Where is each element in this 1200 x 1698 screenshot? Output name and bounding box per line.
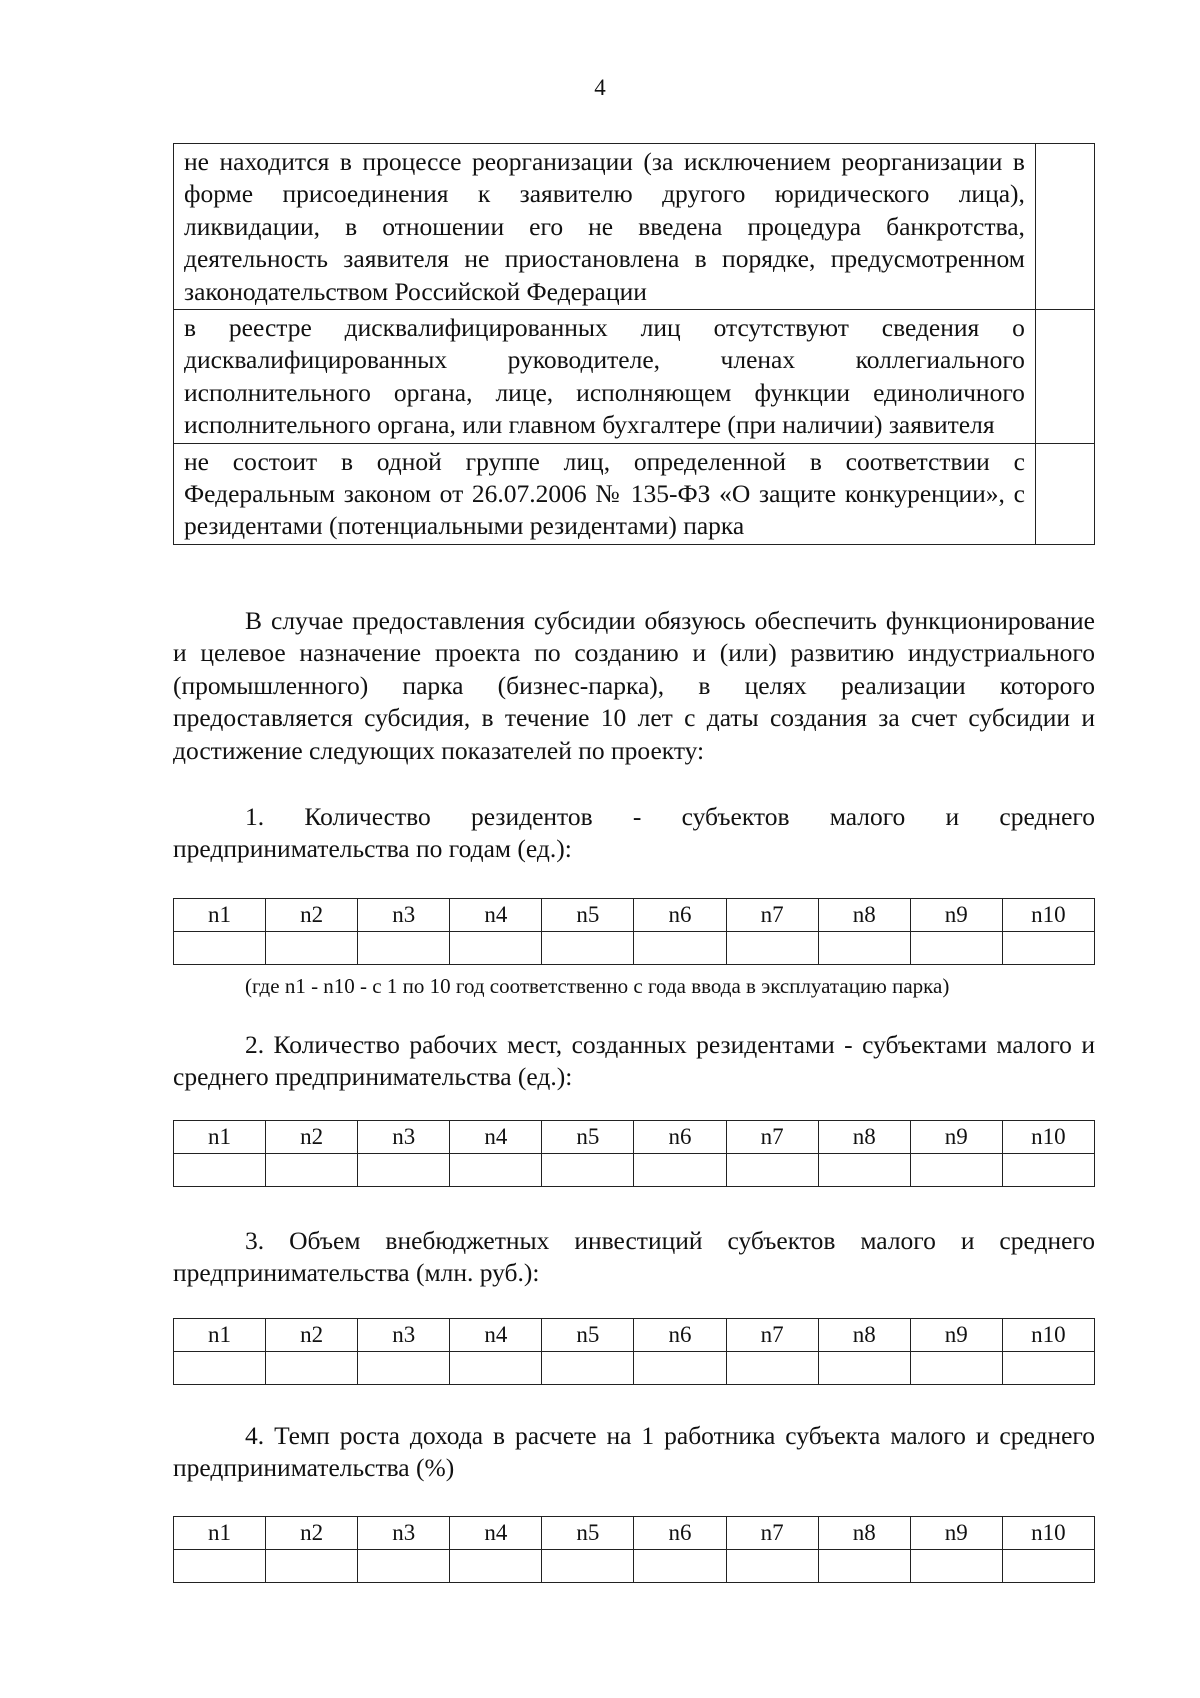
year-value-cell[interactable] — [818, 1550, 910, 1583]
year-column-n2: n2 — [266, 1319, 358, 1352]
year-column-n6: n6 — [634, 1319, 726, 1352]
year-header-row — [174, 1319, 1095, 1352]
condition-row — [174, 443, 1095, 544]
year-value-cell[interactable] — [266, 932, 358, 965]
year-column-n10: n10 — [1002, 899, 1094, 932]
year-value-cell[interactable] — [542, 1550, 634, 1583]
indicator-table-2 — [173, 1120, 1095, 1187]
year-column-n7: n7 — [726, 1517, 818, 1550]
year-value-cell[interactable] — [358, 1154, 450, 1187]
year-value-cell[interactable] — [634, 1550, 726, 1583]
year-value-cell[interactable] — [818, 1352, 910, 1385]
year-column-n2: n2 — [266, 1517, 358, 1550]
indicator-table-4 — [173, 1516, 1095, 1583]
year-value-cell[interactable] — [1002, 932, 1094, 965]
year-column-n10: n10 — [1002, 1319, 1094, 1352]
year-column-n4: n4 — [450, 899, 542, 932]
year-value-cell[interactable] — [450, 1352, 542, 1385]
indicator-title-2: 2. Количество рабочих мест, созданных резидентами - субъектами малого и среднего предпринимательства (ед.): — [173, 1030, 1095, 1092]
year-value-cell[interactable] — [358, 1550, 450, 1583]
condition-row — [174, 144, 1095, 310]
year-value-cell[interactable] — [266, 1154, 358, 1187]
year-header-row — [174, 1121, 1095, 1154]
year-column-n1: n1 — [174, 1121, 266, 1154]
year-column-n5: n5 — [542, 899, 634, 932]
intro-paragraph: В случае предоставления субсидии обязуюсь обеспечить функционирование и целевое назначение проекта по созданию и (или) развитию индустриального (промышленного) парка (бизнес-парка), в целях реализации которого предоставляется субсидия, в течение 10 лет с даты создания за счет субсидии и достижение следующих показателей по проекту: — [173, 606, 1095, 765]
year-value-cell[interactable] — [266, 1352, 358, 1385]
year-value-cell[interactable] — [542, 1352, 634, 1385]
conditions-table — [173, 143, 1095, 545]
year-value-cell[interactable] — [634, 932, 726, 965]
year-column-n7: n7 — [726, 899, 818, 932]
page-number: 4 — [594, 75, 606, 100]
year-value-cell[interactable] — [634, 1352, 726, 1385]
year-column-n7: n7 — [726, 1319, 818, 1352]
year-value-cell[interactable] — [450, 1550, 542, 1583]
year-value-cell[interactable] — [910, 1550, 1002, 1583]
year-value-cell[interactable] — [450, 932, 542, 965]
year-column-n4: n4 — [450, 1121, 542, 1154]
year-header-row — [174, 1517, 1095, 1550]
year-value-cell[interactable] — [174, 1154, 266, 1187]
year-value-cell[interactable] — [910, 1352, 1002, 1385]
year-value-cell[interactable] — [1002, 1550, 1094, 1583]
year-value-row — [174, 932, 1095, 965]
condition-text: в реестре дисквалифицированных лиц отсутствуют сведения о дисквалифицированных руководителе, членах коллегиального исполнительного органа, лице, исполняющем функции единоличного исполнительного органа, или главном бухгалтере (при наличии) заявителя — [174, 310, 1036, 444]
year-column-n8: n8 — [818, 1517, 910, 1550]
year-column-n1: n1 — [174, 1517, 266, 1550]
year-column-n9: n9 — [910, 899, 1002, 932]
year-column-n3: n3 — [358, 1517, 450, 1550]
condition-text: не состоит в одной группе лиц, определенной в соответствии с Федеральным законом от 26.07.2006 № 135-ФЗ «О защите конкуренции», с резидентами (потенциальными резидентами) парка — [174, 443, 1036, 544]
indicator-title-3: 3. Объем внебюджетных инвестиций субъектов малого и среднего предпринимательства (млн. руб.): — [173, 1226, 1095, 1288]
year-column-n1: n1 — [174, 899, 266, 932]
indicator-table-1 — [173, 898, 1095, 965]
year-column-n4: n4 — [450, 1517, 542, 1550]
year-column-n2: n2 — [266, 899, 358, 932]
year-column-n10: n10 — [1002, 1121, 1094, 1154]
year-header-row — [174, 899, 1095, 932]
year-column-n6: n6 — [634, 1121, 726, 1154]
year-value-cell[interactable] — [358, 932, 450, 965]
year-value-cell[interactable] — [174, 1550, 266, 1583]
year-column-n3: n3 — [358, 1121, 450, 1154]
year-column-n3: n3 — [358, 899, 450, 932]
year-value-cell[interactable] — [726, 1352, 818, 1385]
year-value-cell[interactable] — [174, 1352, 266, 1385]
year-column-n10: n10 — [1002, 1517, 1094, 1550]
year-column-n4: n4 — [450, 1319, 542, 1352]
year-value-cell[interactable] — [266, 1550, 358, 1583]
condition-check-cell[interactable] — [1035, 310, 1094, 444]
year-column-n7: n7 — [726, 1121, 818, 1154]
year-value-row — [174, 1352, 1095, 1385]
years-note: (где n1 - n10 - с 1 по 10 год соответственно с года ввода в эксплуатацию парка) — [245, 974, 950, 998]
year-value-cell[interactable] — [726, 1550, 818, 1583]
year-value-cell[interactable] — [542, 932, 634, 965]
year-value-cell[interactable] — [818, 932, 910, 965]
year-value-cell[interactable] — [1002, 1352, 1094, 1385]
year-column-n9: n9 — [910, 1517, 1002, 1550]
year-column-n8: n8 — [818, 899, 910, 932]
year-column-n6: n6 — [634, 1517, 726, 1550]
year-column-n8: n8 — [818, 1121, 910, 1154]
year-column-n5: n5 — [542, 1121, 634, 1154]
year-value-cell[interactable] — [542, 1154, 634, 1187]
year-value-cell[interactable] — [358, 1352, 450, 1385]
year-column-n1: n1 — [174, 1319, 266, 1352]
year-column-n2: n2 — [266, 1121, 358, 1154]
condition-row — [174, 310, 1095, 444]
year-value-cell[interactable] — [634, 1154, 726, 1187]
year-value-cell[interactable] — [1002, 1154, 1094, 1187]
condition-check-cell[interactable] — [1035, 144, 1094, 310]
year-value-cell[interactable] — [910, 932, 1002, 965]
year-column-n5: n5 — [542, 1319, 634, 1352]
year-value-row — [174, 1550, 1095, 1583]
year-value-cell[interactable] — [450, 1154, 542, 1187]
indicator-title-1: 1. Количество резидентов - субъектов малого и среднего предпринимательства по годам (ед.): — [173, 802, 1095, 864]
indicator-table-3 — [173, 1318, 1095, 1385]
year-column-n9: n9 — [910, 1319, 1002, 1352]
year-column-n8: n8 — [818, 1319, 910, 1352]
year-value-row — [174, 1154, 1095, 1187]
year-value-cell[interactable] — [818, 1154, 910, 1187]
year-value-cell[interactable] — [174, 932, 266, 965]
year-value-cell[interactable] — [910, 1154, 1002, 1187]
year-value-cell[interactable] — [726, 932, 818, 965]
year-value-cell[interactable] — [726, 1154, 818, 1187]
year-column-n3: n3 — [358, 1319, 450, 1352]
year-column-n9: n9 — [910, 1121, 1002, 1154]
year-column-n6: n6 — [634, 899, 726, 932]
year-column-n5: n5 — [542, 1517, 634, 1550]
condition-text: не находится в процессе реорганизации (за исключением реорганизации в форме присоединения к заявителю другого юридического лица), ликвидации, в отношении его не введена процедура банкротства, деятельность заявителя не приостановлена в порядке, предусмотренном законодательством Российской Федерации — [174, 144, 1036, 310]
condition-check-cell[interactable] — [1035, 443, 1094, 544]
indicator-title-4: 4. Темп роста дохода в расчете на 1 работника субъекта малого и среднего предпринимательства (%) — [173, 1421, 1095, 1483]
